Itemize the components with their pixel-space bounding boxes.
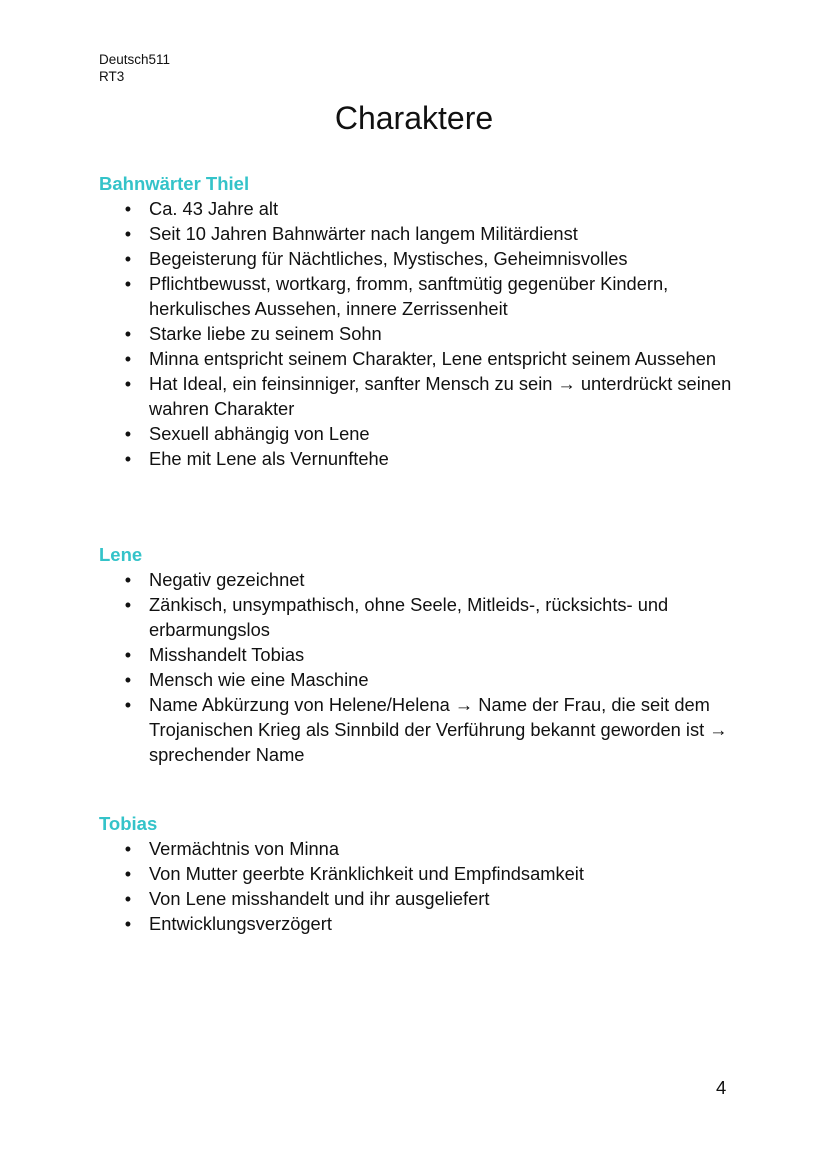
bullet-icon: •	[124, 569, 132, 590]
bullet-list	[99, 836, 739, 936]
section-tobias	[99, 811, 739, 936]
bullet-icon: •	[124, 913, 132, 934]
bullet-icon: •	[124, 348, 132, 369]
list-item: • Ca. 43 Jahre alt	[124, 198, 279, 219]
bullet-icon: •	[124, 838, 132, 859]
class-code: RT3	[99, 69, 125, 84]
bullet-icon: •	[124, 423, 132, 444]
list-item: • Pflichtbewusst, wortkarg, fromm, sanftmütig gegenüber Kindern, herkulisches Aussehen, innere Zerrissenheit	[124, 273, 669, 319]
bullet-icon: •	[124, 223, 132, 244]
section-lene	[99, 542, 739, 767]
list-item: • Von Mutter geerbte Kränklichkeit und Empfindsamkeit	[124, 863, 584, 884]
list-item: • Seit 10 Jahren Bahnwärter nach langem Militärdienst	[124, 223, 578, 244]
list-item: • Entwicklungsverzögert	[124, 913, 332, 934]
bullet-icon: •	[124, 198, 132, 219]
page-number: 4	[716, 1077, 727, 1098]
bullet-icon: •	[124, 248, 132, 269]
list-item: • Zänkisch, unsympathisch, ohne Seele, Mitleids-, rücksichts- und erbarmungslos	[124, 594, 669, 640]
list-item: • Starke liebe zu seinem Sohn	[124, 323, 382, 344]
bullet-icon: •	[124, 373, 132, 394]
list-item: • Ehe mit Lene als Vernunftehe	[124, 448, 389, 469]
bullet-icon: •	[124, 669, 132, 690]
course-code: Deutsch511	[99, 52, 171, 67]
section-heading: Lene	[99, 544, 143, 565]
list-item: • Begeisterung für Nächtliches, Mystisches, Geheimnisvolles	[124, 248, 628, 269]
bullet-icon: •	[124, 273, 132, 294]
bullet-list	[99, 567, 739, 767]
bullet-icon: •	[124, 323, 132, 344]
bullet-icon: •	[124, 888, 132, 909]
page-title-text: Charaktere	[334, 100, 494, 136]
document-header	[99, 51, 170, 85]
list-item: • Sexuell abhängig von Lene	[124, 423, 370, 444]
section-heading: Tobias	[99, 813, 158, 834]
bullet-icon: •	[124, 863, 132, 884]
bullet-icon: •	[124, 594, 132, 615]
section-heading: Bahnwärter Thiel	[99, 173, 250, 194]
list-item: • Misshandelt Tobias	[124, 644, 305, 665]
bullet-icon: •	[124, 694, 132, 715]
list-item: • Name Abkürzung von Helene/Helena → Name der Frau, die seit dem Trojanischen Krieg als Sinnbild der Verführung bekannt geworden ist → sprechender Name	[124, 694, 728, 765]
bullet-icon: •	[124, 448, 132, 469]
list-item: • Vermächtnis von Minna	[124, 838, 340, 859]
bullet-icon: •	[124, 644, 132, 665]
bullet-list	[99, 196, 739, 471]
list-item: • Negativ gezeichnet	[124, 569, 305, 590]
page-title	[0, 98, 828, 138]
list-item: • Mensch wie eine Maschine	[124, 669, 369, 690]
list-item: • Hat Ideal, ein feinsinniger, sanfter Mensch zu sein → unterdrückt seinen wahren Charakter	[124, 373, 732, 419]
section-bahnwaerter-thiel	[99, 171, 739, 471]
list-item: • Minna entspricht seinem Charakter, Lene entspricht seinem Aussehen	[124, 348, 717, 369]
list-item: • Von Lene misshandelt und ihr ausgeliefert	[124, 888, 490, 909]
